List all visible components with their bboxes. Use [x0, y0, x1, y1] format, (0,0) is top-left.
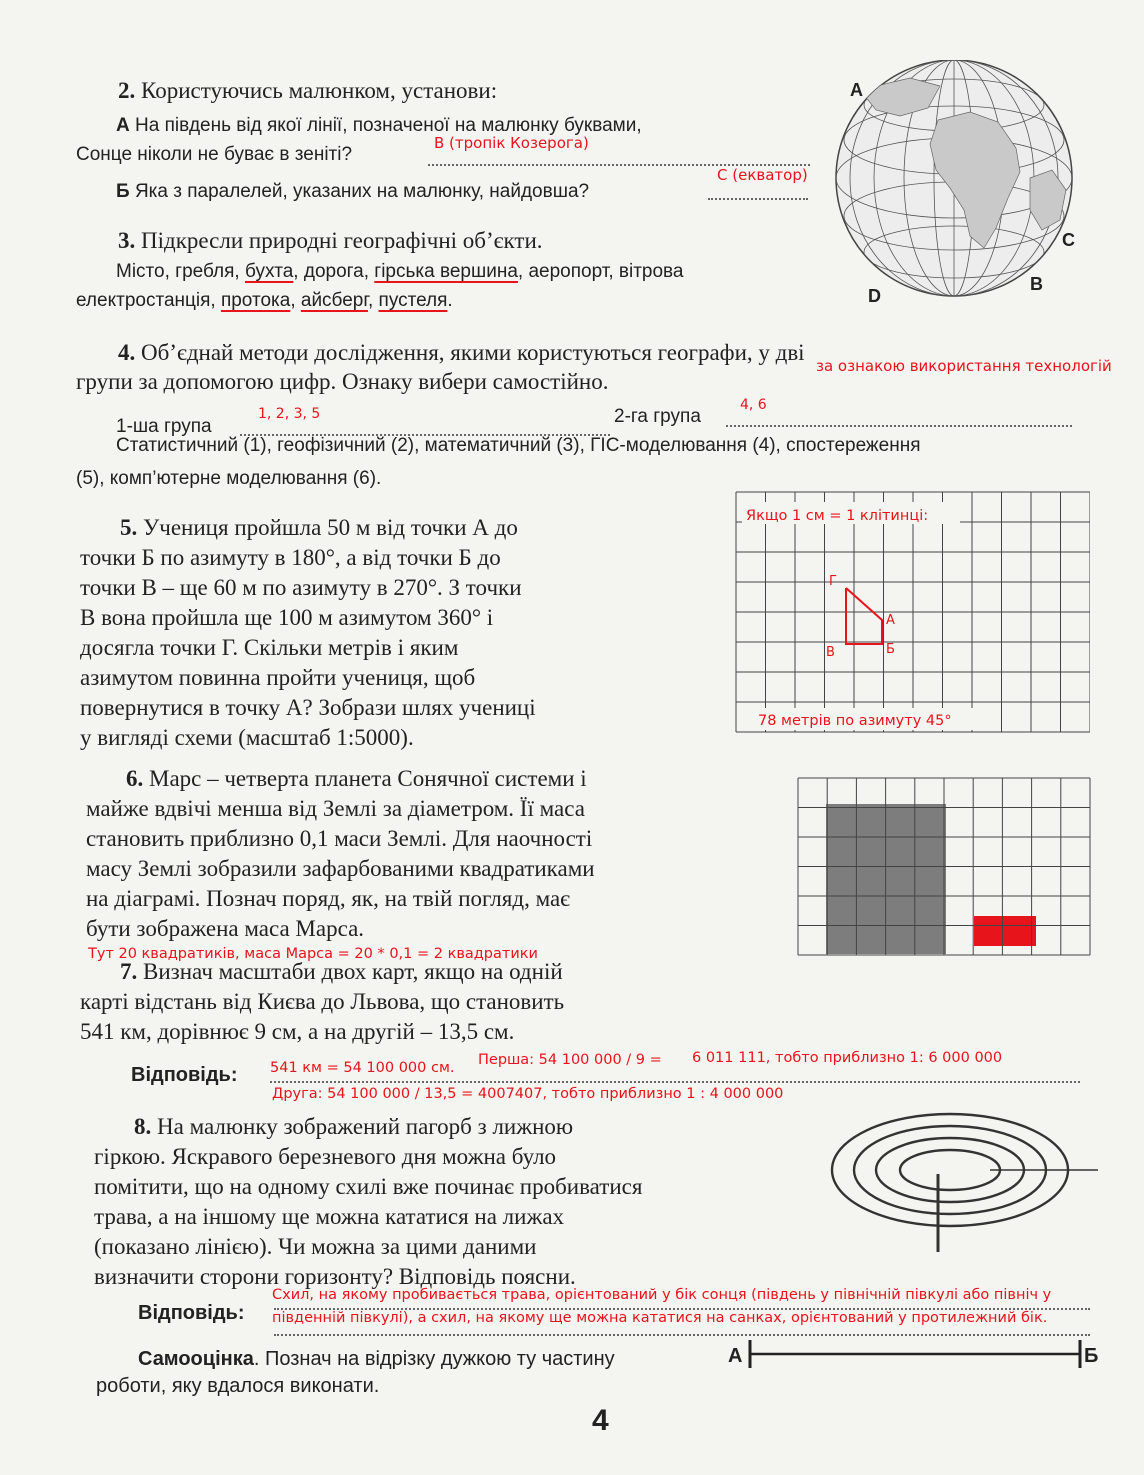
q6-line [86, 764, 774, 794]
q5-point-b: Б [886, 642, 895, 657]
q6-line: масу Землі зобразили зафарбованими квадратиками [86, 856, 595, 881]
q3-title [118, 226, 543, 256]
q6-note: Тут 20 квадратиків, маса Марса = 20 * 0,1 = 2 квадратики [88, 946, 538, 962]
q2-number: 2. [118, 78, 136, 103]
q8-line [94, 1112, 806, 1142]
q3-underlined-iceberg: айсберг [300, 290, 368, 311]
q2-b-text: Яка з паралелей, указаних на малюнку, найдовша? [134, 181, 590, 202]
q5-route-path [846, 588, 882, 644]
self-assessment-line2: роботи, яку вдалося виконати. [96, 1375, 380, 1397]
q3-underlined-strait: протока [220, 290, 291, 311]
q2-b-answer-line [708, 184, 808, 200]
q4-group1-label: 1-ша група [116, 416, 212, 437]
q4-line2 [76, 367, 608, 397]
q3-number: 3. [118, 228, 136, 253]
q2-title-text: Користуючись малюнком, установи: [141, 78, 498, 103]
q4-group2-label: 2-га група [614, 406, 701, 427]
q7-answer-label: Відповідь: [131, 1064, 238, 1086]
q2-b-line [116, 178, 589, 205]
q6-number: 6. [126, 766, 144, 791]
q5-line: повернутися в точку А? Зобрази шлях учениці [80, 695, 536, 720]
q3-underlined-peak: гірська вершина [374, 261, 518, 282]
q7-line: 541 км, дорівнює 9 см, а на другій – 13,5 см. [80, 1019, 515, 1044]
scale-label-a: А [728, 1345, 743, 1367]
q4-methods-line2: (5), комп’ютерне моделювання (6). [76, 468, 382, 489]
q4-feature-answer: за ознакою використання технологій [816, 357, 1112, 375]
q3-line1 [116, 258, 684, 285]
self-assessment-title: Самооцінка [138, 1348, 254, 1370]
q4-group2-answer: 4, 6 [740, 397, 767, 413]
q3-word: електростанція, [76, 290, 221, 311]
q4-group2-line [726, 411, 1072, 427]
q2-b-answer: С (екватор) [717, 166, 808, 184]
q5-text [80, 513, 712, 753]
q6-line: становить приблизно 0,1 маси Землі. Для наочності [86, 826, 593, 851]
q2-title [118, 76, 497, 106]
q6-line: майже вдвічі менша від Землі за діаметром. Її маса [86, 796, 585, 821]
q2-a-line2 [76, 141, 352, 168]
q8-line: гіркою. Яскравого березневого дня можна було [94, 1144, 557, 1169]
q7-line-text: Визнач масштаби двох карт, якщо на одній [143, 959, 563, 984]
q7-text [80, 957, 776, 1047]
globe-label-a: A [850, 80, 863, 100]
hill-contour-figure [830, 1112, 1110, 1262]
q2-a-answer-line [428, 150, 810, 166]
q4-text2: групи за допомогою цифр. Ознаку вибери самостійно. [76, 369, 609, 394]
q5-line: досягла точки Г. Скільки метрів і яким [80, 635, 459, 660]
q5-grid [736, 492, 1090, 732]
q6-line: бути зображена маса Марса. [86, 916, 365, 941]
q3-word: , [367, 290, 379, 311]
q3-word: . [447, 290, 453, 311]
q3-word: , аеропорт, вітрова [517, 261, 684, 282]
q5-line: азимутом повинна пройти учениця, щоб [80, 665, 476, 690]
q6-line: на діаграмі. Познач поряд, як, на твій погляд, має [86, 886, 571, 911]
globe-label-b: B [1030, 274, 1043, 294]
self-assessment-line1 [138, 1346, 615, 1373]
page-number: 4 [592, 1404, 609, 1437]
q7-line: карті відстань від Києва до Львова, що становить [80, 989, 565, 1014]
q7-number: 7. [120, 959, 138, 984]
q5-line: у вигляді схеми (масштаб 1:5000). [80, 725, 414, 750]
q7-answer-3: 6 011 111, тобто приблизно 1: 6 000 000 [692, 1050, 1003, 1066]
q5-grid-figure [734, 490, 1090, 740]
q8-line: визначити сторони горизонту? Відповідь поясни. [94, 1264, 576, 1289]
q3-word: , дорога, [293, 261, 375, 282]
q2-b-letter: Б [116, 181, 130, 202]
self-assessment-scale[interactable] [724, 1334, 1106, 1374]
q5-line: точки Б по азимуту в 180°, а від точки Б до [80, 545, 501, 570]
q4-text1: Об’єднай методи дослідження, якими користуються географи, у дві [141, 340, 805, 365]
q5-number: 5. [120, 515, 138, 540]
q2-a-letter: А [116, 115, 130, 136]
q7-line [80, 957, 776, 987]
q4-number: 4. [118, 340, 136, 365]
q3-title-text: Підкресли природні географічні об’єкти. [141, 228, 543, 253]
q3-underlined-bay: бухта [244, 261, 294, 282]
q3-underlined-desert: пустеля [378, 290, 448, 311]
q5-point-g: Г [829, 574, 837, 589]
q5-point-v: В [826, 645, 835, 660]
q5-point-a: А [886, 613, 895, 628]
q2-a-text: На південь від якої лінії, позначеної на малюнку буквами, [135, 115, 642, 136]
q7-answer-2: Перша: 54 100 000 / 9 = [478, 1052, 662, 1068]
q8-answer-label: Відповідь: [138, 1302, 245, 1324]
q6-diagram [796, 776, 1096, 980]
q5-line: В вона пройшла ще 100 м азимутом 360° і [80, 605, 494, 630]
mars-mass-squares [974, 916, 1036, 946]
q5-answer: 78 метрів по азимуту 45° [758, 713, 952, 729]
q8-line: (показано лінією). Чи можна за цими даними [94, 1234, 537, 1259]
scale-label-b: Б [1084, 1345, 1099, 1367]
globe-figure [820, 60, 1100, 310]
q8-number: 8. [134, 1114, 152, 1139]
q3-word: Місто, гребля, [116, 261, 245, 282]
q7-answer-1: 541 км = 54 100 000 см. [270, 1060, 455, 1076]
q2-a-question: Сонце ніколи не буває в зеніті? [76, 144, 353, 165]
q5-line [80, 513, 712, 543]
q2-a-answer: В (тропік Козерога) [434, 134, 589, 152]
q8-line-text: На малюнку зображений пагорб з лижною [157, 1114, 574, 1139]
q8-answer-1: Схил, на якому пробивається трава, орієнтований у бік сонця (південь у північній півкулі або північ у [272, 1287, 1052, 1303]
q4-group1-answer: 1, 2, 3, 5 [258, 406, 321, 422]
q5-line: точки В – ще 60 м по азимуту в 270°. З точки [80, 575, 522, 600]
q8-text [94, 1112, 806, 1292]
q5-grid-note: Якщо 1 см = 1 клітинці: [746, 508, 929, 524]
q7-answer-4: Друга: 54 100 000 / 13,5 = 4007407, тобто приблизно 1 : 4 000 000 [272, 1086, 784, 1102]
q8-line: трава, а на іншому ще можна кататися на лижах [94, 1204, 565, 1229]
q6-line-text: Марс – четверта планета Сонячної системи і [149, 766, 587, 791]
q5-line-text: Учениця пройшла 50 м від точки А до [143, 515, 518, 540]
self-assessment-text: . Познач на відрізку дужкою ту частину [253, 1348, 615, 1370]
q6-text [86, 764, 774, 944]
q3-line2 [76, 287, 453, 314]
q8-answer-2: південній півкулі), а схил, на якому ще можна кататися на санках, орієнтований у протилежний бік. [272, 1310, 1048, 1326]
q4-methods-line1: Статистичний (1), геофізичний (2), математичний (3), ГІС-моделювання (4), спостереження [116, 435, 921, 456]
q8-line: помітити, що на одному схилі вже починає пробиватися [94, 1174, 643, 1199]
globe-label-d: D [868, 286, 881, 306]
globe-label-c: C [1062, 230, 1075, 250]
q3-word: , [290, 290, 301, 311]
q4-line1 [118, 338, 805, 368]
